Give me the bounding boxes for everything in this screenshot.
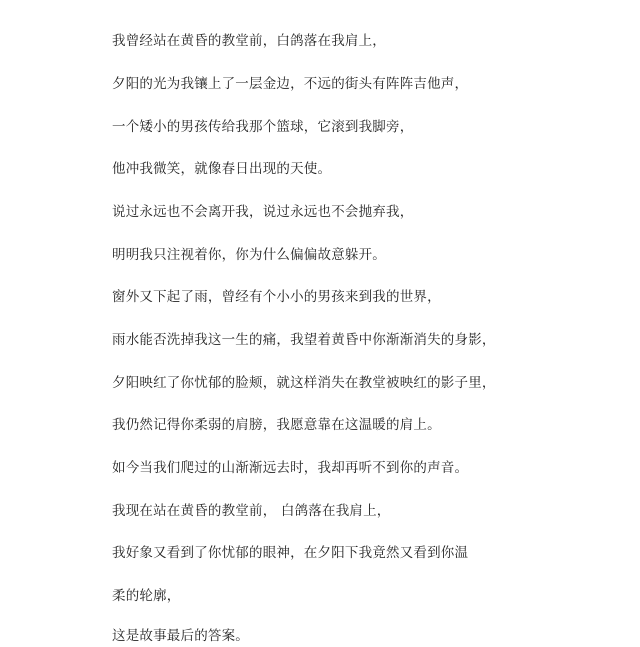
poem-line: 他冲我微笑，就像春日出现的天使。	[112, 161, 332, 177]
poem-line: 柔的轮廓，	[112, 588, 181, 604]
poem-line: 我仍然记得你柔弱的肩膀，我愿意靠在这温暖的肩上。	[112, 417, 441, 433]
poem-line: 如今当我们爬过的山渐渐远去时，我却再听不到你的声音。	[112, 460, 469, 476]
poem-line: 雨水能否洗掉我这一生的痛，我望着黄昏中你渐渐消失的身影，	[112, 332, 496, 348]
poem-line: 我好象又看到了你忧郁的眼神，在夕阳下我竟然又看到你温	[112, 545, 469, 561]
poem-line: 我现在站在黄昏的教堂前， 白鸽落在我肩上，	[112, 503, 391, 519]
poem-line: 窗外又下起了雨，曾经有个小小的男孩来到我的世界，	[112, 289, 441, 305]
poem-line: 说过永远也不会离开我，说过永远也不会抛弃我，	[112, 204, 414, 220]
poem-line: 夕阳的光为我镶上了一层金边，不远的街头有阵阵吉他声，	[112, 76, 469, 92]
poem-line: 明明我只注视着你，你为什么偏偏故意躲开。	[112, 247, 386, 263]
poem-line: 一个矮小的男孩传给我那个篮球，它滚到我脚旁，	[112, 119, 414, 135]
poem-line: 我曾经站在黄昏的教堂前，白鸽落在我肩上，	[112, 33, 386, 49]
poem-line: 这是故事最后的答案。	[112, 628, 249, 644]
poem-line: 夕阳映红了你忧郁的脸颊，就这样消失在教堂被映红的影子里，	[112, 375, 496, 391]
